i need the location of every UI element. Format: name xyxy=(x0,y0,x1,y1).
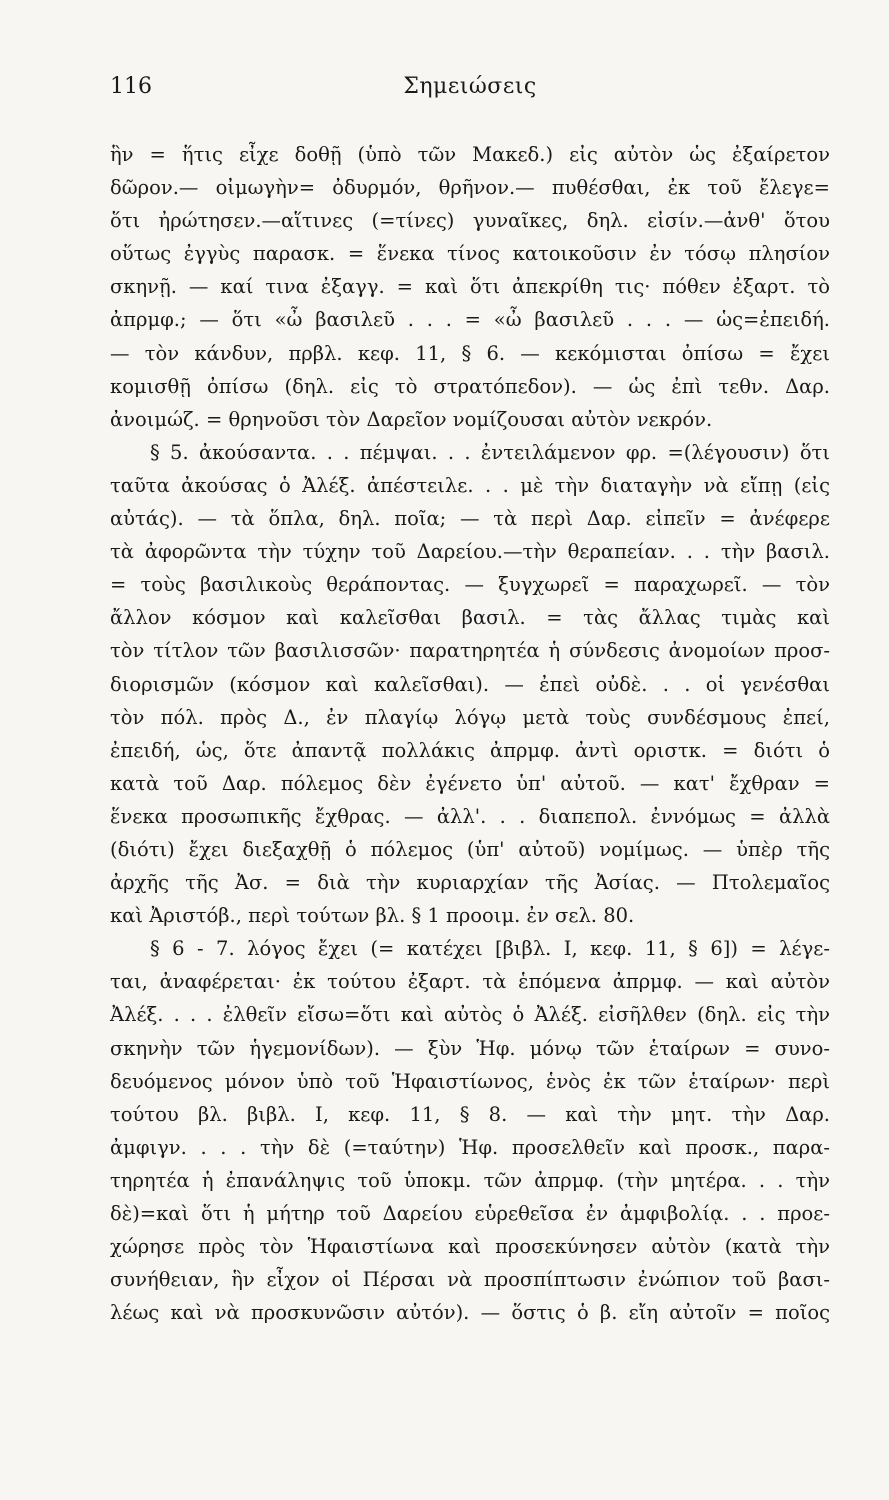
text-line: ἄλλον κόσμον καὶ καλεῖσθαι βασιλ. = τὰς ἄλλας τιμὰς καὶ xyxy=(110,606,830,630)
text-line: ἀπρμφ.; — ὅτι «ὦ βασιλεῦ . . . = «ὦ βασιλεῦ . . . — ὡς=ἐπειδή. xyxy=(110,308,830,332)
text-line: δὲ)=καὶ ὅτι ἡ μήτηρ τοῦ Δαρείου εὑρεθεῖσα ἐν ἀμφιβολίᾳ. . . προε- xyxy=(110,1202,830,1225)
text-line: ται, ἀναφέρεται· ἐκ τούτου ἐξαρτ. τὰ ἑπόμενα ἀπρμφ. — καὶ αὐτὸν xyxy=(110,970,830,994)
text-line: τὸν τίτλον τῶν βασιλισσῶν· παρατηρητέα ἡ σύνδεσις ἀνομοίων προσ- xyxy=(110,639,830,663)
text-line: δῶρον.— οἰμωγὴν= ὀδυρμόν, θρῆνον.— πυθέσθαι, ἐκ τοῦ ἔλεγε= xyxy=(110,176,830,200)
text-line: ἣν = ἥτις εἶχε δοθῇ (ὑπὸ τῶν Μακεδ.) εἰς αὐτὸν ὡς ἐξαίρετον xyxy=(110,143,830,166)
text-line: οὕτως ἐγγὺς παρασκ. = ἕνεκα τίνος κατοικοῦσιν ἐν τόσῳ πλησίον xyxy=(110,242,830,266)
running-title: Σημειώσεις xyxy=(403,74,537,99)
text-line: λέως καὶ νὰ προσκυνῶσιν αὐτόν). — ὅστις ὁ β. εἴη αὐτοῖν = ποῖος xyxy=(110,1301,830,1325)
text-line: χώρησε πρὸς τὸν Ἡφαιστίωνα καὶ προσεκύνησεν αὐτὸν (κατὰ τὴν xyxy=(110,1235,830,1259)
text-line: κομισθῇ ὀπίσω (δηλ. εἰς τὸ στρατόπεδον). — ὡς ἐπὶ τεθν. Δαρ. xyxy=(110,374,830,398)
text-line: τούτου βλ. βιβλ. I, κεφ. 11, § 8. — καὶ τὴν μητ. τὴν Δαρ. xyxy=(110,1102,830,1126)
text-line: διορισμῶν (κόσμον καὶ καλεῖσθαι). — ἐπεὶ οὐδὲ. . . οἱ γενέσθαι xyxy=(110,672,830,696)
notes-body xyxy=(110,138,830,1329)
text-line: καὶ Ἀριστόβ., περὶ τούτων βλ. § 1 προοιμ. ἐν σελ. 80. xyxy=(110,904,635,928)
text-line: ἐπειδή, ὡς, ὅτε ἀπαντᾷ πολλάκις ἀπρμφ. ἀντὶ οριστκ. = διότι ὁ xyxy=(110,738,830,762)
text-line: τηρητέα ἡ ἐπανάληψις τοῦ ὑποκμ. τῶν ἀπρμφ. (τὴν μητέρα. . . τὴν xyxy=(110,1168,830,1192)
text-line: κατὰ τοῦ Δαρ. πόλεμος δὲν ἐγένετο ὑπ' αὐτοῦ. — κατ' ἔχθραν = xyxy=(110,771,830,795)
text-line: (διότι) ἔχει διεξαχθῇ ὁ πόλεμος (ὑπ' αὐτοῦ) νομίμως. — ὑπὲρ τῆς xyxy=(110,837,830,861)
text-line: ἕνεκα προσωπικῆς ἔχθρας. — ἀλλ'. . . διαπεπολ. ἐννόμως = ἀλλὰ xyxy=(110,804,830,828)
text-line: ταῦτα ἀκούσας ὁ Ἀλέξ. ἀπέστειλε. . . μὲ τὴν διαταγὴν νὰ εἴπῃ (εἰς xyxy=(110,473,830,497)
text-line: ἀνοιμώζ. = θρηνοῦσι τὸν Δαρεῖον νομίζουσαι αὐτὸν νεκρόν. xyxy=(110,407,713,431)
text-line: § 6 - 7. λόγος ἔχει (= κατέχει [βιβλ. I, κεφ. 11, § 6]) = λέγε- xyxy=(150,937,830,961)
text-line: σκηνὴν τῶν ἡγεμονίδων). — ξὺν Ἡφ. μόνῳ τῶν ἑταίρων = συνο- xyxy=(110,1036,830,1060)
text-line: ἀμφιγν. . . . τὴν δὲ (=ταύτην) Ἡφ. προσελθεῖν καὶ προσκ., παρα- xyxy=(110,1135,830,1159)
text-line: — τὸν κάνδυν, πρβλ. κεφ. 11, § 6. — κεκόμισται ὀπίσω = ἔχει xyxy=(110,341,830,365)
text-line: ὅτι ἠρώτησεν.—αἵτινες (=τίνες) γυναῖκες, δηλ. εἰσίν.—ἀνθ' ὅτου xyxy=(110,209,830,233)
text-line: § 5. ἀκούσαντα. . . πέμψαι. . . ἐντειλάμενον φρ. =(λέγουσιν) ὅτι xyxy=(150,440,830,464)
text-line: δευόμενος μόνον ὑπὸ τοῦ Ἡφαιστίωνος, ἑνὸς ἐκ τῶν ἑταίρων· περὶ xyxy=(110,1069,830,1093)
text-line: ἀρχῆς τῆς Ἀσ. = διὰ τὴν κυριαρχίαν τῆς Ἀσίας. — Πτολεμαῖος xyxy=(110,871,830,895)
text-line: τὰ ἀφορῶντα τὴν τύχην τοῦ Δαρείου.—τὴν θεραπείαν. . . τὴν βασιλ. xyxy=(110,540,830,564)
text-line: σκηνῇ. — καί τινα ἐξαγγ. = καὶ ὅτι ἀπεκρίθη τις· πόθεν ἐξαρτ. τὸ xyxy=(110,275,830,299)
text-line: συνήθειαν, ἣν εἶχον οἱ Πέρσαι νὰ προσπίπτωσιν ἐνώπιον τοῦ βασι- xyxy=(110,1268,830,1292)
page-number: 116 xyxy=(110,74,152,99)
text-line: Ἀλέξ. . . . ἐλθεῖν εἴσω=ὅτι καὶ αὐτὸς ὁ Ἀλέξ. εἰσῆλθεν (δηλ. εἰς τὴν xyxy=(110,1003,830,1027)
page-header xyxy=(110,74,830,114)
text-line: = τοὺς βασιλικοὺς θεράποντας. — ξυγχωρεῖ = παραχωρεῖ. — τὸν xyxy=(110,573,830,597)
text-line: αὐτάς). — τὰ ὅπλα, δηλ. ποῖα; — τὰ περὶ Δαρ. εἰπεῖν = ἀνέφερε xyxy=(110,507,830,531)
text-line: τὸν πόλ. πρὸς Δ., ἐν πλαγίῳ λόγῳ μετὰ τοὺς συνδέσμους ἐπεί, xyxy=(110,705,830,729)
